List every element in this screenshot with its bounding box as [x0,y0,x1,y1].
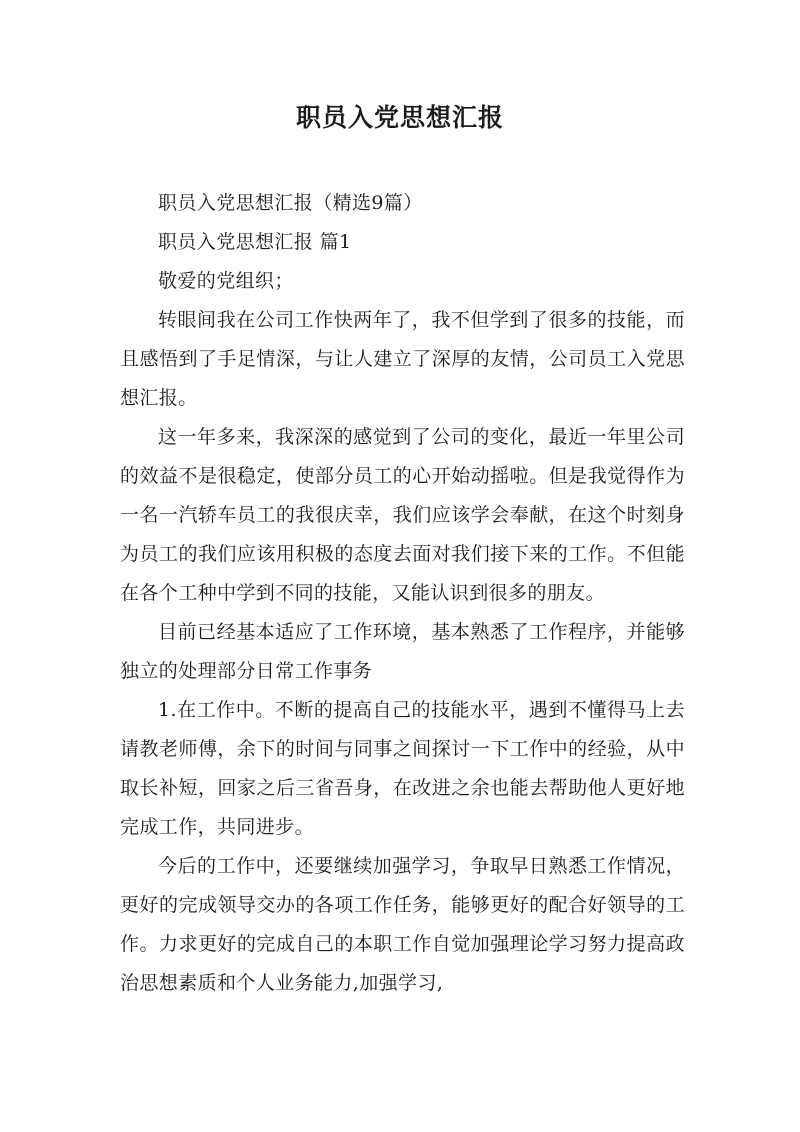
paragraph: 今后的工作中，还要继续加强学习，争取早日熟悉工作情况，更好的完成领导交办的各项工作任务，能够更好的配合好领导的工作。力求更好的完成自己的本职工作自觉加强理论学习努力提高政治思想素质和个人业务能力,加强学习, [120,855,685,994]
paragraph: 1.在工作中。不断的提高自己的技能水平，遇到不懂得马上去请教老师傅，余下的时间与同事之间探讨一下工作中的经验，从中取长补短，回家之后三省吾身，在改进之余也能去帮助他人更好地完成工作，共同进步。 [120,699,685,838]
document-title: 职员入党思想汇报 [295,103,504,132]
paragraph: 转眼间我在公司工作快两年了，我不但学到了很多的技能，而且感悟到了手足情深，与让人建立了深厚的友情，公司员工入党思想汇报。 [120,309,685,409]
paragraph-section-heading: 职员入党思想汇报 篇1 [158,231,352,253]
paragraph-salutation: 敬爱的党组织； [158,270,294,292]
paragraph-subtitle: 职员入党思想汇报（精选9篇） [158,192,423,214]
paragraph: 目前已经基本适应了工作环境，基本熟悉了工作程序，并能够独立的处理部分日常工作事务 [120,621,685,682]
paragraph: 这一年多来，我深深的感觉到了公司的变化，最近一年里公司的效益不是很稳定，使部分员工的心开始动摇啦。但是我觉得作为一名一汽轿车员工的我很庆幸，我们应该学会奉献，在这个时刻身为员工的我们应该用积极的态度去面对我们接下来的工作。不但能在各个工种中学到不同的技能，又能认识到很多的朋友。 [120,426,685,604]
document-body [120,184,685,1003]
